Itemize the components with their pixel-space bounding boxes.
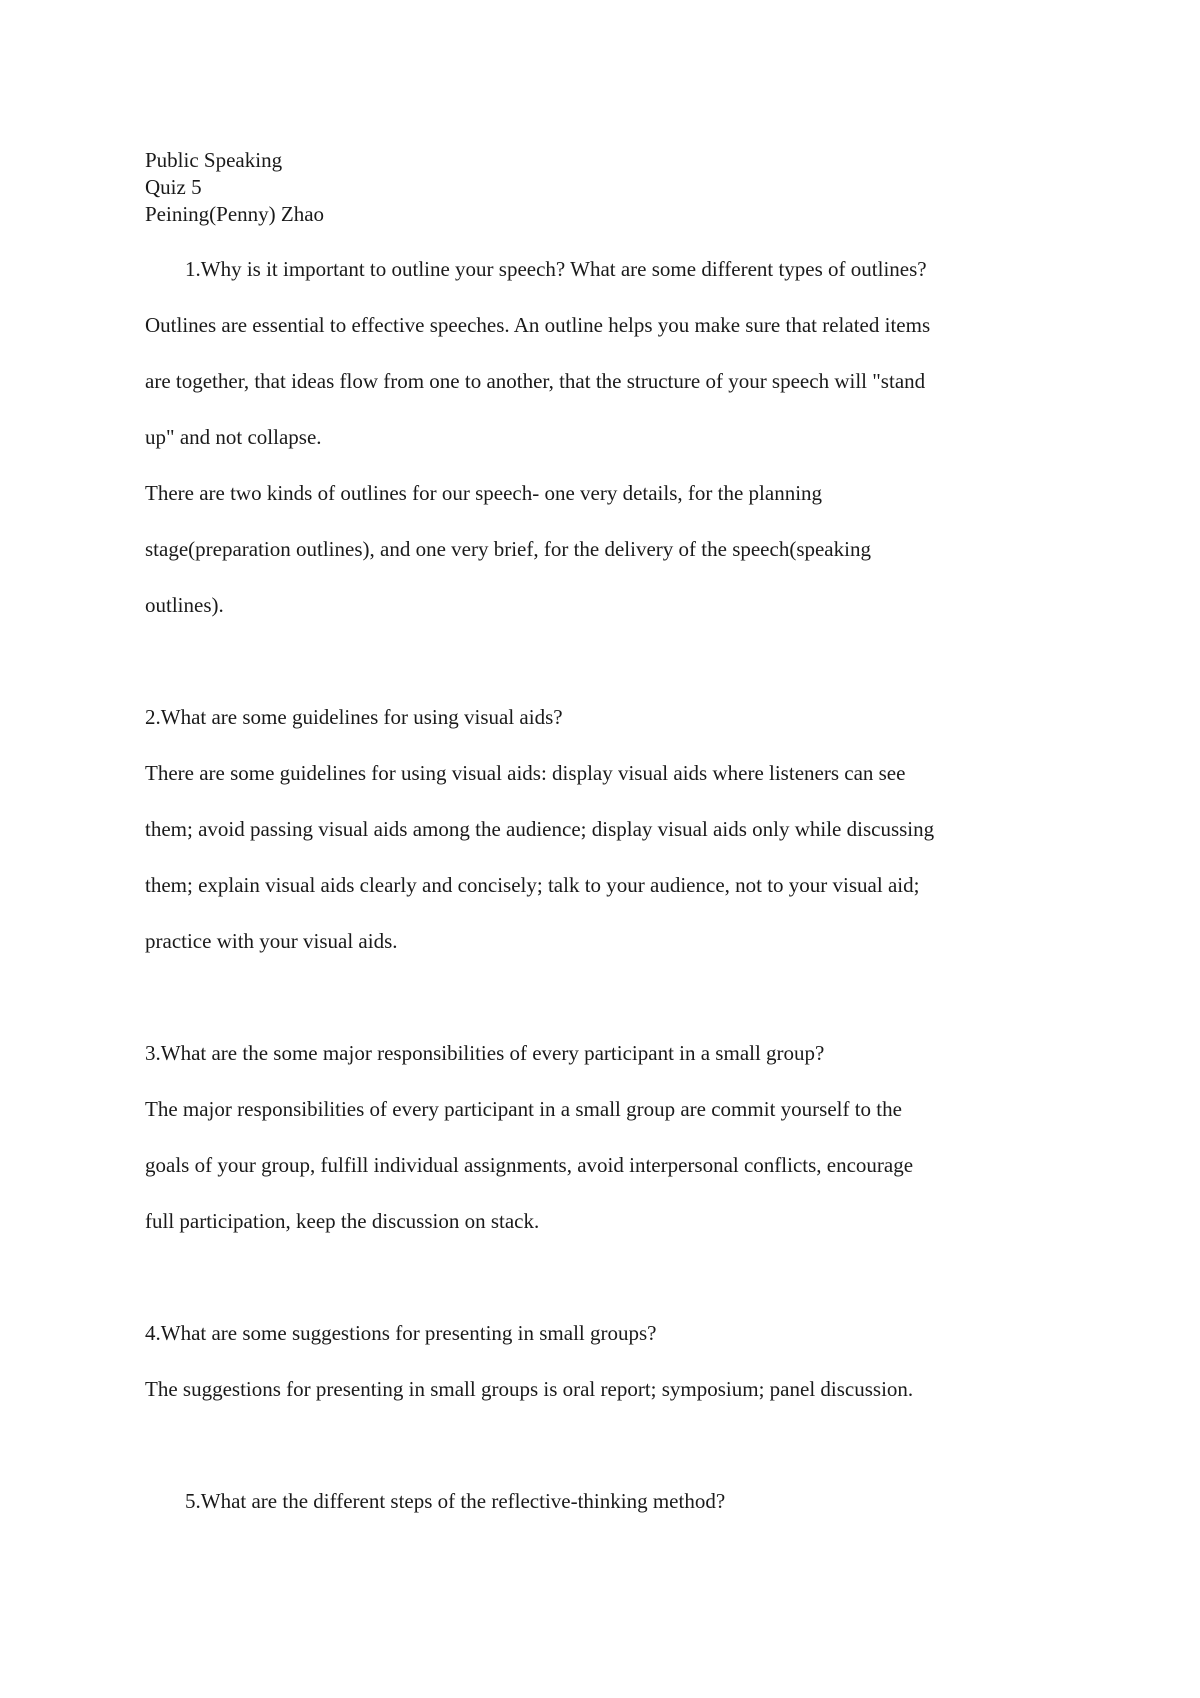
answer-2-line-3: them; explain visual aids clearly and concisely; talk to your audience, not to your visual aid; — [145, 873, 920, 897]
answer-2-line-1: There are some guidelines for using visual aids: display visual aids where listeners can see — [145, 761, 906, 785]
answer-2-line-4: practice with your visual aids. — [145, 929, 398, 953]
answer-3-line-1: The major responsibilities of every participant in a small group are commit yourself to the — [145, 1097, 902, 1121]
answer-4-line-1: The suggestions for presenting in small groups is oral report; symposium; panel discussion. — [145, 1377, 914, 1401]
answer-2-line-2: them; avoid passing visual aids among the audience; display visual aids only while discussing — [145, 817, 935, 841]
quiz-title: Quiz 5 — [145, 175, 202, 199]
answer-1-line-3: up" and not collapse. — [145, 425, 322, 449]
answer-3-line-3: full participation, keep the discussion on stack. — [145, 1209, 540, 1233]
course-title: Public Speaking — [145, 148, 283, 172]
question-3: 3.What are the some major responsibilities of every participant in a small group? — [145, 1041, 825, 1065]
answer-1-line-6: outlines). — [145, 593, 224, 617]
answer-1-line-4: There are two kinds of outlines for our speech- one very details, for the planning — [145, 481, 823, 505]
question-1: 1.Why is it important to outline your speech? What are some different types of outlines? — [185, 257, 927, 281]
question-4: 4.What are some suggestions for presenting in small groups? — [145, 1321, 657, 1345]
answer-1-line-1: Outlines are essential to effective speeches. An outline helps you make sure that related items — [145, 313, 931, 337]
answer-1-line-5: stage(preparation outlines), and one very brief, for the delivery of the speech(speaking — [145, 537, 871, 561]
question-5: 5.What are the different steps of the reflective-thinking method? — [185, 1489, 726, 1513]
student-name: Peining(Penny) Zhao — [145, 202, 325, 226]
question-2: 2.What are some guidelines for using visual aids? — [145, 705, 563, 729]
answer-3-line-2: goals of your group, fulfill individual assignments, avoid interpersonal conflicts, encourage — [145, 1153, 914, 1177]
answer-1-line-2: are together, that ideas flow from one to another, that the structure of your speech will "stand — [145, 369, 926, 393]
